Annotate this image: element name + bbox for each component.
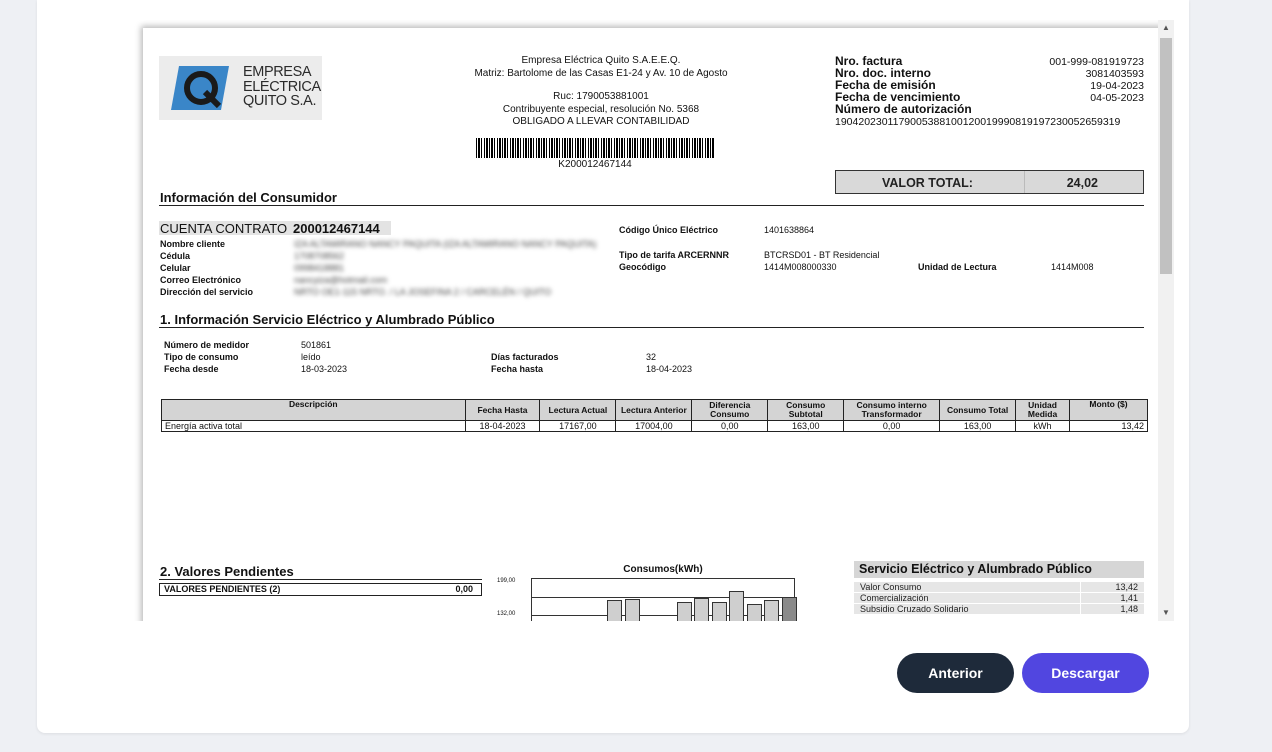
previous-button[interactable]: Anterior — [897, 653, 1014, 693]
tarifa-label: Tipo de tarifa ARCERNNR — [619, 250, 730, 260]
summary-value: 1,48 — [1120, 604, 1138, 614]
value-celular: 0998418881 — [294, 263, 345, 273]
scrollbar-thumb[interactable] — [1160, 38, 1172, 274]
cuenta-label: CUENTA CONTRATO — [160, 221, 288, 236]
cuenta-value: 200012467144 — [293, 221, 380, 236]
invoice-labels — [835, 55, 972, 115]
tipo-consumo-value: leído — [301, 352, 321, 362]
geocodigo-value: 1414M008000330 — [764, 262, 837, 272]
pendientes-row — [159, 583, 482, 596]
chart-bar — [625, 599, 640, 621]
consumer-labels — [160, 238, 253, 298]
label-cedula: Cédula — [160, 251, 191, 261]
td-monto: 13,42 — [1070, 421, 1148, 432]
label-fecha-vencimiento: Fecha de vencimiento — [835, 90, 961, 104]
th-monto: Monto ($) — [1070, 400, 1148, 421]
value-autorizacion: 1904202301179005388100120019990819197230052659319 — [835, 116, 1121, 128]
summary-rows — [854, 582, 1144, 615]
fecha-desde-value: 18-03-2023 — [301, 364, 348, 374]
service-section-title: 1. Información Servicio Eléctrico y Alumbrado Público — [160, 312, 495, 327]
chart-bar — [729, 591, 744, 621]
td-unidad: kWh — [1016, 421, 1070, 432]
pendientes-label: VALORES PENDIENTES (2) — [164, 584, 281, 594]
pendientes-section-title: 2. Valores Pendientes — [160, 564, 294, 579]
th-consumo-subtotal: Consumo Subtotal — [768, 400, 844, 421]
value-fecha-vencimiento: 04-05-2023 — [1090, 92, 1144, 104]
value-nombre: IZA ALTAMIRANO NANCY PAQUITA (IZA ALTAMIRANO NANCY PAQUITA) — [294, 239, 597, 249]
th-consumo-interno: Consumo interno Transformador — [844, 400, 940, 421]
label-correo: Correo Electrónico — [160, 275, 242, 285]
label-autorizacion: Número de autorización — [835, 102, 972, 116]
company-address: Matriz: Bartolome de las Casas E1-24 y Av. 10 de Agosto — [474, 68, 728, 79]
th-unidad: Unidad Medida — [1016, 400, 1070, 421]
chart-title: Consumos(kWh) — [623, 564, 703, 575]
summary-row — [854, 582, 1144, 593]
chart-bar — [607, 600, 622, 621]
scroll-down-arrow-icon[interactable]: ▼ — [1162, 608, 1170, 617]
fecha-hasta-label: Fecha hasta — [491, 364, 544, 374]
eeq-logo-icon — [171, 62, 241, 114]
td-diferencia: 0,00 — [692, 421, 768, 432]
chart-bar — [764, 600, 779, 621]
unidad-value: 1414M008 — [1051, 262, 1094, 272]
chart-ytick-top: 199,00 — [497, 578, 516, 584]
th-consumo-total: Consumo Total — [940, 400, 1016, 421]
summary-row — [854, 604, 1144, 615]
company-contribuyente: Contribuyente especial, resolución No. 5368 — [502, 104, 700, 115]
medidor-value: 501861 — [301, 340, 332, 350]
table-row — [162, 421, 1148, 432]
company-obligado: OBLIGADO A LLEVAR CONTABILIDAD — [512, 116, 690, 127]
value-fecha-emision: 19-04-2023 — [1090, 80, 1144, 92]
label-nombre: Nombre cliente — [160, 239, 226, 249]
tarifa-value: BTCRSD01 - BT Residencial — [764, 250, 880, 260]
value-cedula: 1708708562 — [294, 251, 345, 261]
summary-label: Subsidio Cruzado Solidario — [860, 604, 969, 614]
logo-line-1: EMPRESA — [243, 64, 312, 80]
codigo-value: 1401638864 — [764, 225, 815, 235]
chart-bar — [677, 602, 692, 621]
summary-value: 13,42 — [1115, 582, 1138, 592]
scroll-up-arrow-icon[interactable]: ▲ — [1162, 23, 1170, 32]
th-fecha-hasta: Fecha Hasta — [465, 400, 540, 421]
label-nro-factura: Nro. factura — [835, 54, 903, 68]
summary-header — [854, 561, 1144, 578]
value-doc-interno: 3081403593 — [1085, 68, 1144, 80]
download-button[interactable]: Descargar — [1022, 653, 1149, 693]
fecha-hasta-value: 18-04-2023 — [646, 364, 693, 374]
consumption-table — [161, 399, 1148, 432]
th-descripcion: Descripción — [162, 400, 466, 421]
invoice-page — [143, 28, 1161, 621]
th-diferencia: Diferencia Consumo — [692, 400, 768, 421]
total-box — [835, 170, 1144, 194]
total-label: VALOR TOTAL: — [882, 176, 973, 190]
td-descripcion: Energía activa total — [162, 421, 466, 432]
label-celular: Celular — [160, 263, 191, 273]
logo-line-3: QUITO S.A. — [243, 93, 317, 109]
label-fecha-emision: Fecha de emisión — [835, 78, 936, 92]
barcode-text: K200012467144 — [558, 159, 632, 170]
consumer-section-title: Información del Consumidor — [160, 190, 337, 205]
th-lectura-actual: Lectura Actual — [540, 400, 616, 421]
pendientes-value: 0,00 — [455, 584, 473, 594]
medidor-label: Número de medidor — [164, 340, 250, 350]
summary-label: Valor Consumo — [860, 582, 922, 592]
chart-bar — [747, 604, 762, 621]
dias-value: 32 — [646, 352, 657, 362]
chart-ytick-mid: 132,00 — [497, 611, 516, 617]
company-logo — [159, 56, 322, 120]
chart-bar — [712, 602, 727, 621]
label-direccion: Dirección del servicio — [160, 287, 254, 297]
viewer-scrollbar[interactable] — [1158, 20, 1174, 621]
invoice-modal — [37, 0, 1189, 733]
codigo-label: Código Único Eléctrico — [619, 225, 719, 235]
td-interno: 0,00 — [844, 421, 940, 432]
consumer-values-redacted — [294, 238, 596, 298]
total-value: 24,02 — [1066, 176, 1098, 190]
table-header-row — [162, 400, 1148, 421]
company-name: Empresa Eléctrica Quito S.A.E.E.Q. — [521, 55, 681, 66]
th-lectura-anterior: Lectura Anterior — [616, 400, 692, 421]
logo-line-2: ELÉCTRICA — [243, 78, 321, 95]
company-ruc: Ruc: 1790053881001 — [553, 91, 649, 102]
pdf-viewer[interactable] — [97, 20, 1174, 621]
tipo-consumo-label: Tipo de consumo — [164, 352, 239, 362]
summary-value: 1,41 — [1120, 593, 1138, 603]
chart-bar — [782, 597, 797, 621]
td-fecha: 18-04-2023 — [465, 421, 540, 432]
td-lectura-actual: 17167,00 — [540, 421, 616, 432]
consumption-chart — [531, 578, 795, 621]
value-direccion: NRTO OE1-115 NRTO. / LA JOSEFINA 2 / CARCELÉN / QUITO — [294, 287, 552, 297]
chart-bar — [694, 598, 709, 621]
value-correo: nancyiza@hotmail.com — [294, 275, 388, 285]
summary-title: Servicio Eléctrico y Alumbrado Público — [859, 562, 1092, 576]
invoice-barcode — [476, 138, 714, 158]
summary-label: Comercialización — [860, 593, 929, 603]
td-subtotal: 163,00 — [768, 421, 844, 432]
geocodigo-label: Geocódigo — [619, 262, 666, 272]
fecha-desde-label: Fecha desde — [164, 364, 219, 374]
invoice-values — [1003, 56, 1144, 104]
dias-label: Días facturados — [491, 352, 559, 362]
value-nro-factura: 001-999-081919723 — [1049, 56, 1144, 68]
label-doc-interno: Nro. doc. interno — [835, 66, 931, 80]
summary-row — [854, 593, 1144, 604]
td-lectura-anterior: 17004,00 — [616, 421, 692, 432]
td-total: 163,00 — [940, 421, 1016, 432]
unidad-label: Unidad de Lectura — [918, 262, 997, 272]
